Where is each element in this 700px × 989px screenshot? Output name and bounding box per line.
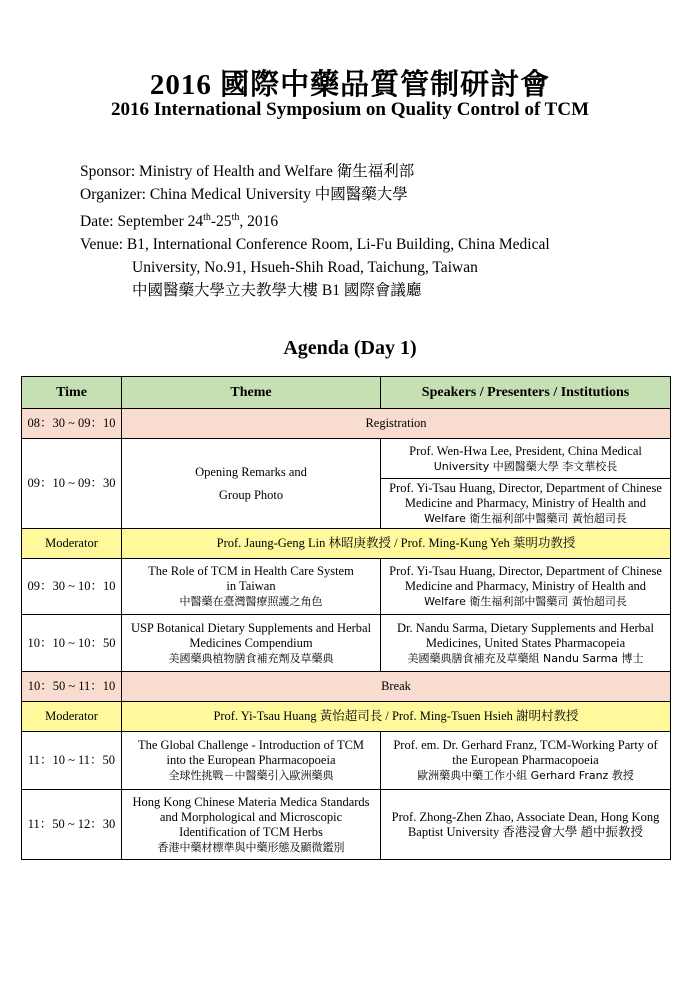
session-usp-speaker <box>381 615 671 672</box>
table-header-row <box>22 377 671 409</box>
organizer-line: Organizer: China Medical University 中國醫藥大學 <box>80 186 408 203</box>
session-usp-speaker-line-1: Dr. Nandu Sarma, Dietary Supplements and Herbal <box>397 620 654 635</box>
session-role-speaker-line-1: Prof. Yi-Tsau Huang, Director, Department of Chinese <box>389 564 662 578</box>
opening-row <box>22 439 671 479</box>
header-theme: Theme <box>122 377 381 409</box>
opening-theme <box>122 439 381 529</box>
session-hk-speaker <box>381 790 671 860</box>
moderator-2-label: Moderator <box>22 702 122 732</box>
registration-label: Registration <box>122 409 671 439</box>
date-sup-2: th <box>231 212 240 223</box>
break-row <box>22 672 671 702</box>
venue-line-2: University, No.91, Hsueh-Shih Road, Taichung, Taiwan <box>132 259 478 277</box>
title-chinese: 2016 國際中藥品質管制研討會 <box>149 69 551 101</box>
sponsor-line: Sponsor: Ministry of Health and Welfare 衛生福利部 <box>80 163 415 180</box>
session-global-speaker-line-3: 歐洲藥典中藥工作小組 Gerhard Franz 教授 <box>417 769 634 782</box>
header-time: Time <box>22 377 122 409</box>
break-time: 10：50 ~ 11：10 <box>22 672 122 702</box>
session-global-theme-line-1: The Global Challenge - Introduction of TCM <box>137 738 365 752</box>
header-speakers: Speakers / Presenters / Institutions <box>381 377 671 409</box>
session-hk-speaker-line-2: Baptist University 香港浸會大學 趙中振教授 <box>407 824 644 839</box>
opening-theme-line-1: Opening Remarks and <box>195 464 307 479</box>
break-label: Break <box>122 672 671 702</box>
session-hk-theme <box>122 790 381 860</box>
title-english: 2016 International Symposium on Quality Control of TCM <box>110 99 590 120</box>
session-usp-theme-line-2: Medicines Compendium <box>189 635 313 650</box>
opening-speaker-2 <box>381 479 671 529</box>
agenda-title: Agenda (Day 1) <box>283 337 417 359</box>
session-role-speaker-line-3: Welfare 衛生福利部中醫藥司 黃怡超司長 <box>424 595 627 608</box>
opening-speaker-1-line-2: University 中國醫藥大學 李文華校長 <box>433 459 618 473</box>
session-hk-row <box>22 790 671 860</box>
session-hk-theme-line-4: 香港中藥材標準與中藥形態及顯微鑑別 <box>157 840 345 854</box>
session-usp-theme-line-3: 美國藥典植物膳食補充劑及草藥典 <box>168 651 334 665</box>
session-hk-theme-line-2: and Morphological and Microscopic <box>159 809 343 824</box>
moderator-2-names: Prof. Yi-Tsau Huang 黃怡超司長 / Prof. Ming-Tsuen Hsieh 謝明村教授 <box>122 702 671 732</box>
registration-row <box>22 409 671 439</box>
opening-speaker-1-line-1: Prof. Wen-Hwa Lee, President, China Medical <box>409 443 642 458</box>
session-role-theme-line-2: in Taiwan <box>226 579 276 593</box>
session-role-theme <box>122 559 381 615</box>
session-usp-theme-line-1: USP Botanical Dietary Supplements and Herbal <box>130 620 372 635</box>
session-hk-speaker-line-1: Prof. Zhong-Zhen Zhao, Associate Dean, Hong Kong <box>391 809 660 824</box>
session-global-speaker-line-1: Prof. em. Dr. Gerhard Franz, TCM-Working Party of <box>393 738 658 752</box>
session-hk-time: 11：50 ~ 12：30 <box>22 790 122 860</box>
opening-speaker-1 <box>381 439 671 479</box>
session-role-theme-line-3: 中醫藥在臺灣醫療照護之角色 <box>179 595 323 608</box>
moderator-row-1 <box>22 529 671 559</box>
session-role-speaker <box>381 559 671 615</box>
date-mid: -25 <box>210 213 232 231</box>
opening-speaker-2-line-2: Medicine and Pharmacy, Ministry of Health and <box>404 496 647 510</box>
session-role-row <box>22 559 671 615</box>
date-line <box>80 206 550 233</box>
session-global-row <box>22 732 671 790</box>
registration-time: 08：30 ~ 09：10 <box>22 409 122 439</box>
date-prefix: Date: September 24 <box>80 213 204 231</box>
session-global-theme-line-3: 全球性挑戰－中醫藥引入歐洲藥典 <box>168 769 334 782</box>
moderator-1-names: Prof. Jaung-Geng Lin 林昭庚教授 / Prof. Ming-Kung Yeh 葉明功教授 <box>122 529 671 559</box>
session-usp-speaker-line-2: Medicines, United States Pharmacopeia <box>425 635 626 650</box>
opening-theme-line-2: Group Photo <box>218 487 284 502</box>
session-usp-theme <box>122 615 381 672</box>
opening-speaker-2-line-1: Prof. Yi-Tsau Huang, Director, Department of Chinese <box>389 481 662 495</box>
session-usp-speaker-line-3: 美國藥典膳食補充及草藥組 Nandu Sarma 博士 <box>407 651 644 665</box>
session-hk-theme-line-3: Identification of TCM Herbs <box>179 824 323 839</box>
session-role-theme-line-1: The Role of TCM in Health Care System <box>148 564 354 578</box>
session-hk-theme-line-1: Hong Kong Chinese Materia Medica Standards <box>132 794 370 809</box>
date-sup-1: th <box>203 212 211 223</box>
event-info <box>80 160 550 302</box>
moderator-1-label: Moderator <box>22 529 122 559</box>
session-role-speaker-line-2: Medicine and Pharmacy, Ministry of Health and <box>404 579 647 593</box>
venue-line-3: 中國醫藥大學立夫教學大樓 B1 國際會議廳 <box>132 282 422 300</box>
opening-time: 09：10 ~ 09：30 <box>22 439 122 529</box>
session-global-theme <box>122 732 381 790</box>
venue-line-1: Venue: B1, International Conference Room, Li-Fu Building, China Medical <box>80 236 550 254</box>
session-usp-row <box>22 615 671 672</box>
date-suffix: , 2016 <box>239 213 279 231</box>
agenda-table <box>21 376 671 860</box>
session-usp-time: 10：10 ~ 10：50 <box>22 615 122 672</box>
session-global-speaker-line-2: the European Pharmacopoeia <box>452 753 599 767</box>
session-global-theme-line-2: into the European Pharmacopoeia <box>166 753 336 767</box>
session-global-speaker <box>381 732 671 790</box>
session-global-time: 11：10 ~ 11：50 <box>22 732 122 790</box>
moderator-row-2 <box>22 702 671 732</box>
opening-speaker-2-line-3: Welfare 衛生福利部中醫藥司 黃怡超司長 <box>424 512 627 525</box>
session-role-time: 09：30 ~ 10：10 <box>22 559 122 615</box>
